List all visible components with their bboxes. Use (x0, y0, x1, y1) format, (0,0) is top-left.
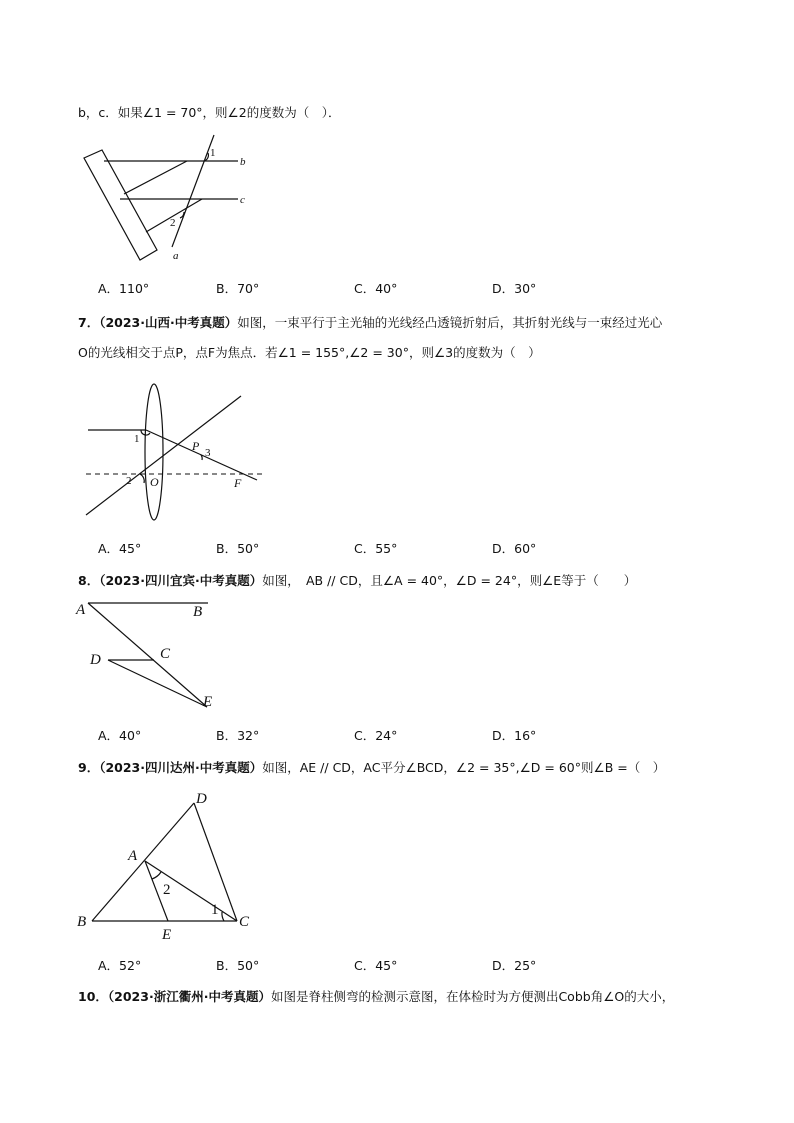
q9-option-c[interactable]: C．45° (354, 958, 398, 973)
q7-option-b[interactable]: B．50° (216, 541, 260, 556)
q6-label-1: 1 (210, 147, 216, 159)
q7-option-c[interactable]: C．55° (354, 541, 398, 556)
q7-option-d[interactable]: D．60° (492, 541, 537, 556)
q8-option-a[interactable]: A．40° (98, 728, 142, 743)
q9-option-a[interactable]: A．52° (98, 958, 142, 973)
q8-source: （2023·四川宜宾·中考真题） (99, 573, 263, 588)
q8-option-b[interactable]: B．32° (216, 728, 260, 743)
q9-options (98, 956, 658, 976)
q7-stem1: 如图，一束平行于主光轴的光线经凸透镜折射后，其折射光线与一束经过光心 (237, 315, 663, 330)
q8-label-A: A (76, 602, 86, 618)
q8-options (98, 726, 658, 746)
q7-label-F: F (234, 476, 242, 490)
q7-angle-2-arc (140, 474, 144, 483)
q8-label-C: C (160, 646, 171, 662)
q7-label-2: 2 (126, 475, 132, 487)
q8-option-c[interactable]: C．24° (354, 728, 398, 743)
q8-number: 8． (78, 573, 100, 588)
q9-stem-line (78, 758, 665, 776)
q7-source: （2023·山西·中考真题） (99, 315, 238, 330)
q9-figure (74, 786, 264, 944)
q8-label-B: B (193, 604, 203, 620)
q8-stem-line (78, 571, 636, 589)
q8-stem: 如图， AB // CD，且∠A = 40°，∠D = 24°，则∠E等于（ ） (262, 573, 637, 588)
q6-option-b[interactable]: B．70° (216, 281, 260, 296)
q7-center-ray (86, 396, 241, 515)
q7-label-3: 3 (205, 447, 211, 459)
q9-label-1: 1 (211, 902, 219, 918)
q9-label-D: D (196, 791, 207, 807)
q9-option-b[interactable]: B．50° (216, 958, 260, 973)
q9-angle-2-arc (152, 872, 161, 879)
q6-option-d[interactable]: D．30° (492, 281, 537, 296)
q8-option-d[interactable]: D．16° (492, 728, 537, 743)
q6-label-b: b (240, 156, 246, 168)
q9-option-d[interactable]: D．25° (492, 958, 537, 973)
q8-line-AE (88, 603, 207, 707)
q7-stem-line1 (78, 313, 662, 331)
q6-set-square (84, 150, 157, 260)
q7-options (98, 539, 658, 559)
q6-line-inner (124, 161, 187, 194)
q9-angle-1-arc (222, 912, 224, 921)
q7-stem2: O的光线相交于点P，点F为焦点．若∠1 = 155°,∠2 = 30°，则∠3的度数为（ ） (78, 345, 541, 360)
q8-label-D: D (90, 652, 101, 668)
q9-label-E: E (162, 927, 172, 943)
q9-line-AC (145, 861, 237, 921)
q6-line-a (172, 135, 214, 247)
q7-label-1: 1 (134, 433, 140, 445)
q9-label-B: B (77, 914, 87, 930)
q9-number: 9． (78, 760, 100, 775)
q6-label-a: a (173, 250, 179, 262)
q6-label-c: c (240, 194, 245, 206)
q7-label-P: P (192, 439, 200, 453)
q6-option-c[interactable]: C．40° (354, 281, 398, 296)
q8-figure (72, 596, 232, 716)
q9-label-A: A (128, 848, 138, 864)
q9-source: （2023·四川达州·中考真题） (99, 760, 263, 775)
q6-label-2: 2 (170, 217, 176, 229)
q8-label-E: E (203, 694, 213, 710)
q7-lens (145, 384, 163, 520)
q6-options (98, 279, 658, 299)
q9-label-2: 2 (163, 882, 171, 898)
q6-figure (80, 130, 280, 265)
q7-figure (84, 380, 274, 525)
q7-label-O: O (150, 475, 159, 489)
q8-line-DE (108, 660, 207, 707)
q7-number: 7． (78, 315, 100, 330)
q10-stem-line (78, 987, 674, 1005)
q7-option-a[interactable]: A．45° (98, 541, 142, 556)
q10-number: 10． (78, 989, 108, 1004)
q10-stem: 如图是脊柱侧弯的检测示意图，在体检时为方便测出Cobb角∠O的大小， (270, 989, 675, 1004)
q6-option-a[interactable]: A．110° (98, 281, 150, 296)
q9-stem: 如图，AE // CD，AC平分∠BCD，∠2 = 35°,∠D = 60°则∠B =（ ） (262, 760, 666, 775)
q10-source: （2023·浙江衢州·中考真题） (107, 989, 271, 1004)
q9-line-BD (92, 803, 194, 921)
q6-stem: b，c．如果∠1 = 70°，则∠2的度数为（ ）． (78, 105, 341, 120)
q9-label-C: C (239, 914, 250, 930)
q7-angle-3-arc (201, 455, 202, 460)
